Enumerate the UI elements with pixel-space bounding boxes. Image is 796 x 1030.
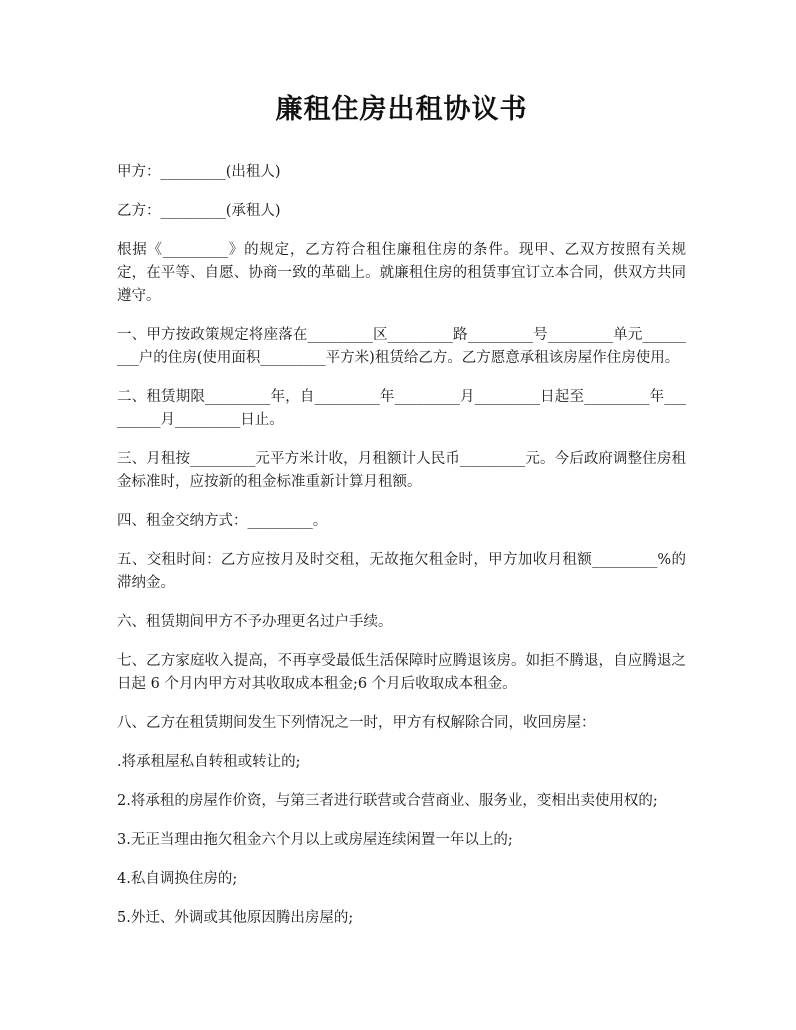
clause-3: 三、月租按_________元平方米计收，月租额计人民币_________元。今后政府调整住房租金标准时，应按新的租金标准重新计算月租额。 [117,451,686,490]
party-b-line: 乙方：_________(承租人) [117,203,281,219]
clause-8-item-1: .将承租屋私自转租或转让的; [117,754,301,770]
clause-1: 一、甲方按政策规定将座落在_________区_________路_________号_________单元_________户的住房(使用面积_________平方米)租赁给乙方。乙方愿意承租该房屋作住房使用。 [117,327,686,366]
clause-6: 六、租赁期间甲方不予办理更名过户手续。 [117,614,393,630]
document-title: 廉租住房出租协议书 [275,94,528,125]
clause-4: 四、租金交纳方式：_________。 [117,513,328,529]
clause-7: 七、乙方家庭收入提高，不再享受最低生活保障时应腾退该房。如拒不腾退，自应腾退之日起 6 个月内甲方对其收取成本租金;6 个月后收取成本租金。 [117,653,686,692]
preamble-paragraph: 根据《_________》的规定，乙方符合租住廉租住房的条件。现甲、乙双方按照有关规定，在平等、自愿、协商一致的革础上。就廉租住房的租赁事宜订立本合同，供双方共同遵守。 [117,242,686,304]
clause-8-item-3: 3.无正当理由拖欠租金六个月以上或房屋连续闲置一年以上的; [117,832,513,848]
clause-8-item-2: 2.将承租的房屋作价资，与第三者进行联营或合营商业、服务业，变相出卖使用权的; [117,793,658,809]
clause-8: 八、乙方在租赁期间发生下列情况之一时，甲方有权解除合同，收回房屋： [117,715,596,731]
clause-8-item-5: 5.外迁、外调或其他原因腾出房屋的; [117,910,354,926]
clause-8-item-4: 4.私自调换住房的; [117,871,238,887]
clause-2: 二、租赁期限_________年，自_________年_________月_________日起至_________年_________月_________日止。 [117,389,686,428]
party-a-line: 甲方：_________(出租人) [117,164,281,180]
clause-5: 五、交租时间：乙方应按月及时交租，无故拖欠租金时，甲方加收月租额_________%的滞纳金。 [117,552,686,591]
